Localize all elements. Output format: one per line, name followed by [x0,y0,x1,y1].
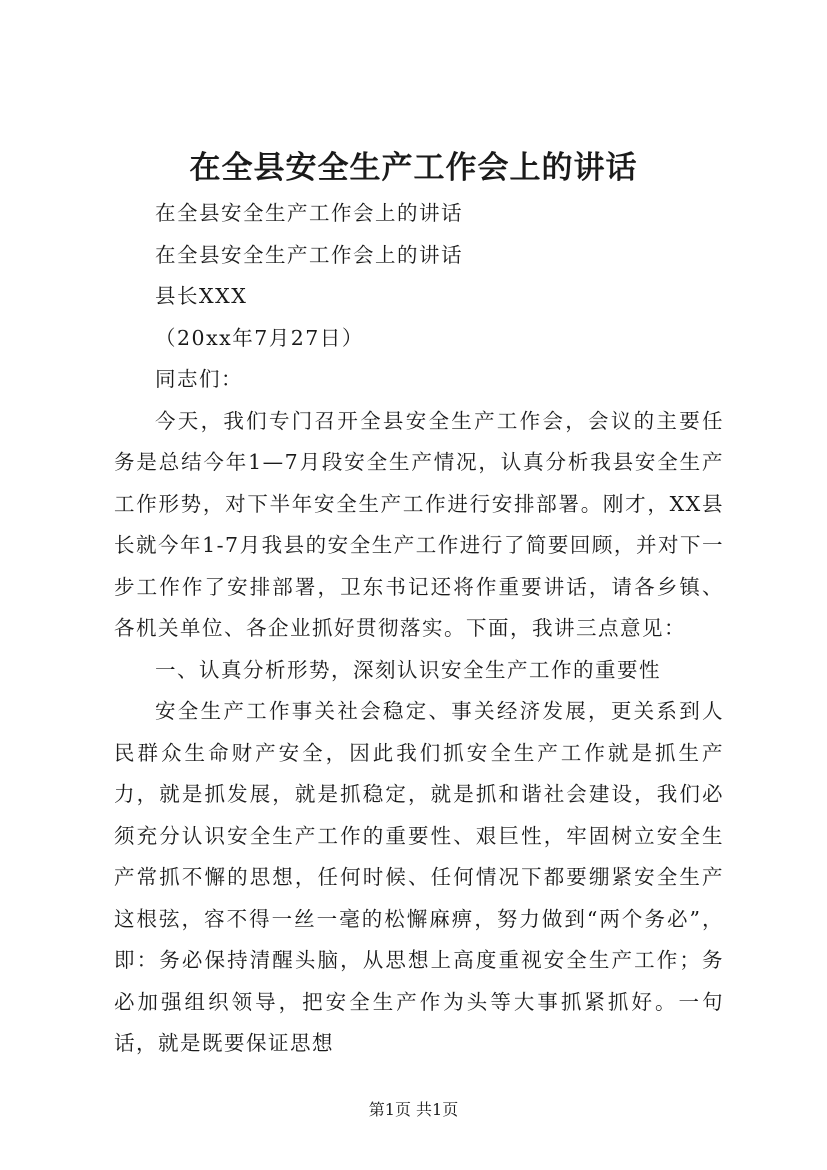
date-line: （20xx年7月27日） [155,325,364,350]
document-body [114,193,724,1065]
document-title: 在全县安全生产工作会上的讲话 [189,150,638,186]
body-paragraph: 安全生产工作事关社会稳定、事关经济发展，更关系到人民群众生命财产安全，因此我们抓安全生产工作就是抓生产力，就是抓发展，就是抓稳定，就是抓和谐社会建设，我们必须充分认识安全生产工作的重要性、艰巨性，牢固树立安全生产常抓不懈的思想，任何时候、任何情况下都要绷紧安全生产这根弦，容不得一丝一毫的松懈麻痹，努力做到“两个务必”，即：务必保持清醒头脑，从思想上高度重视安全生产工作；务必加强组织领导，把安全生产作为头等大事抓紧抓好。一句话，就是既要保证思想 [114,699,724,1055]
subtitle-line: 在全县安全生产工作会上的讲话 [155,201,463,225]
body-paragraph: 今天，我们专门召开全县安全生产工作会，会议的主要任务是总结今年1—7月段安全生产情况，认真分析我县安全生产工作形势，对下半年安全生产工作进行安排部署。刚才，XX县长就今年1-7月我县的安全生产工作进行了简要回顾，并对下一步工作作了安排部署，卫东书记还将作重要讲话，请各乡镇、各机关单位、各企业抓好贯彻落实。下面，我讲三点意见： [114,408,724,640]
speaker-line: 县长XXX [155,284,248,308]
section-heading: 一、认真分析形势，深刻认识安全生产工作的重要性 [155,657,661,682]
salutation-line: 同志们： [155,367,243,391]
subtitle-line: 在全县安全生产工作会上的讲话 [155,242,463,267]
page-number-footer: 第1页 共1页 [368,1100,459,1119]
